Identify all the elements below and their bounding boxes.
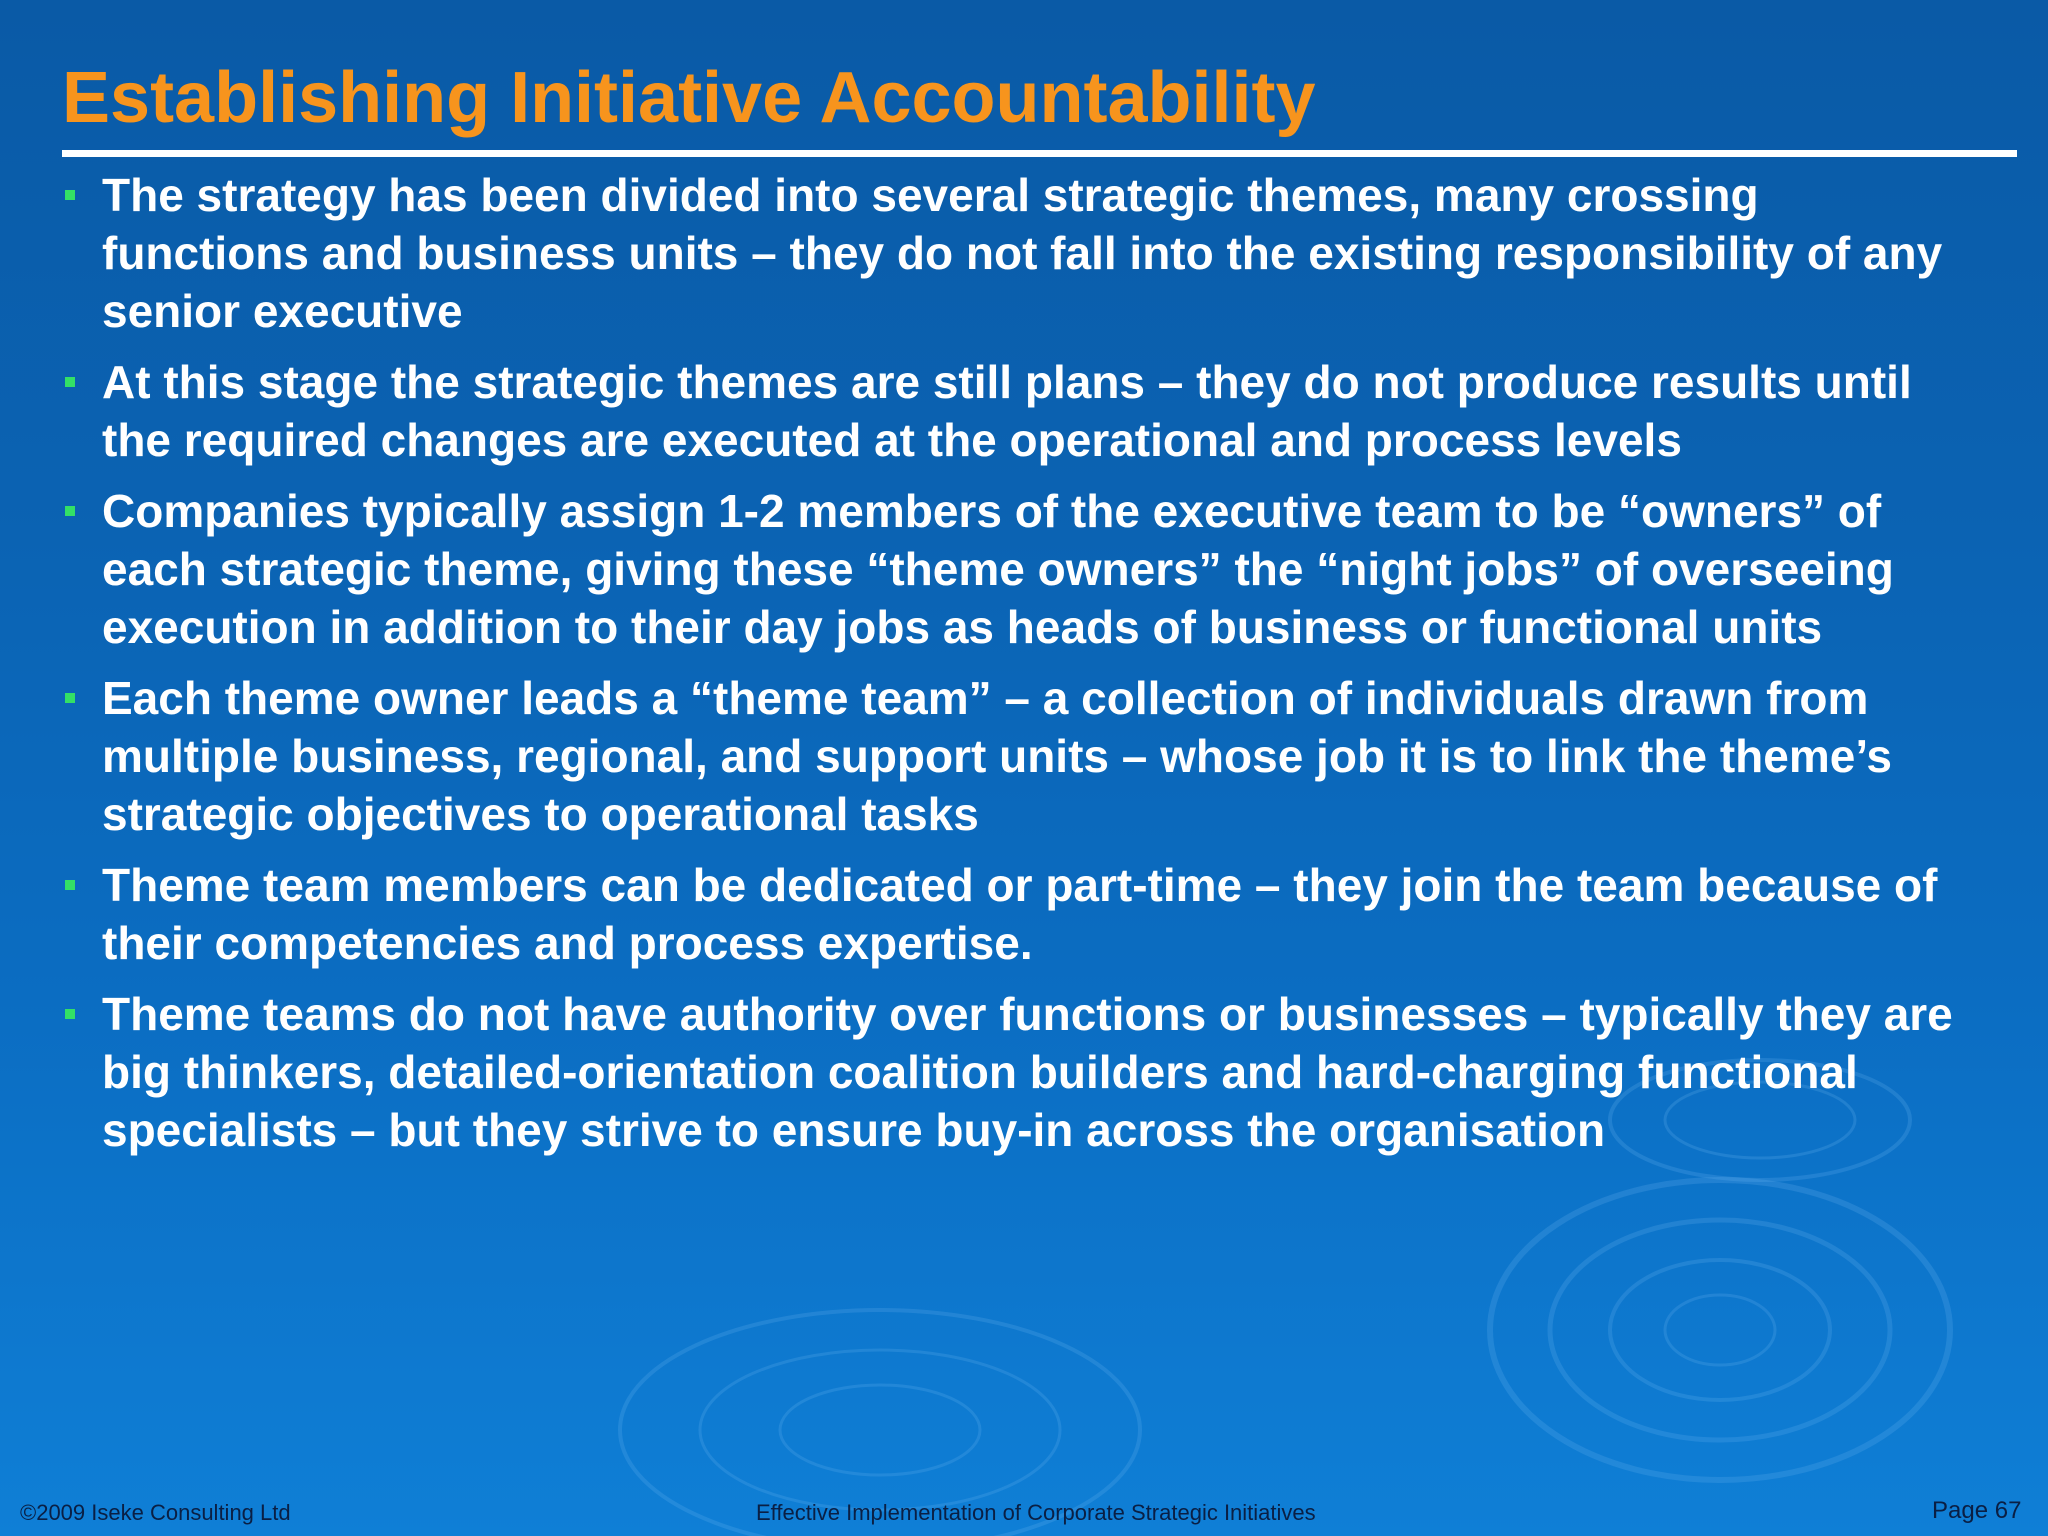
square-bullet-icon [65, 880, 75, 890]
square-bullet-icon [65, 506, 75, 516]
bullet-item [62, 856, 1962, 972]
square-bullet-icon [65, 377, 75, 387]
title-divider [62, 150, 2017, 157]
bullet-text: Theme team members can be dedicated or part-time – they join the team because of their competencies and process expertise. [102, 859, 1938, 969]
bullet-item [62, 166, 1962, 340]
slide-title: Establishing Initiative Accountability [62, 58, 1316, 138]
square-bullet-icon [65, 1009, 75, 1019]
bullet-item [62, 353, 1962, 469]
footer-copyright: ©2009 Iseke Consulting Ltd [20, 1500, 291, 1525]
footer-course-title: Effective Implementation of Corporate Strategic Initiatives [756, 1500, 1316, 1525]
bullet-text: Companies typically assign 1-2 members of the executive team to be “owners” of each strategic theme, giving these “theme owners” the “night jobs” of overseeing execution in addition to their day jobs as heads of business or functional units [102, 485, 1894, 653]
bullet-text: The strategy has been divided into several strategic themes, many crossing functions and business units – they do not fall into the existing responsibility of any senior executive [102, 169, 1943, 337]
bullet-text: Theme teams do not have authority over functions or businesses – typically they are big thinkers, detailed-orientation coalition builders and hard-charging functional specialists – but they strive to ensure buy-in across the organisation [102, 988, 1953, 1156]
square-bullet-icon [65, 693, 75, 703]
bullet-item [62, 985, 1962, 1159]
bullet-text: At this stage the strategic themes are still plans – they do not produce results until the required changes are executed at the operational and process levels [102, 356, 1912, 466]
bullet-text: Each theme owner leads a “theme team” – a collection of individuals drawn from multiple business, regional, and support units – whose job it is to link the theme’s strategic objectives to operational tasks [102, 672, 1892, 840]
square-bullet-icon [65, 190, 75, 200]
footer-page-number: Page 67 [1932, 1497, 2022, 1524]
bullet-list [62, 166, 1962, 1172]
bullet-item [62, 482, 1962, 656]
bullet-item [62, 669, 1962, 843]
